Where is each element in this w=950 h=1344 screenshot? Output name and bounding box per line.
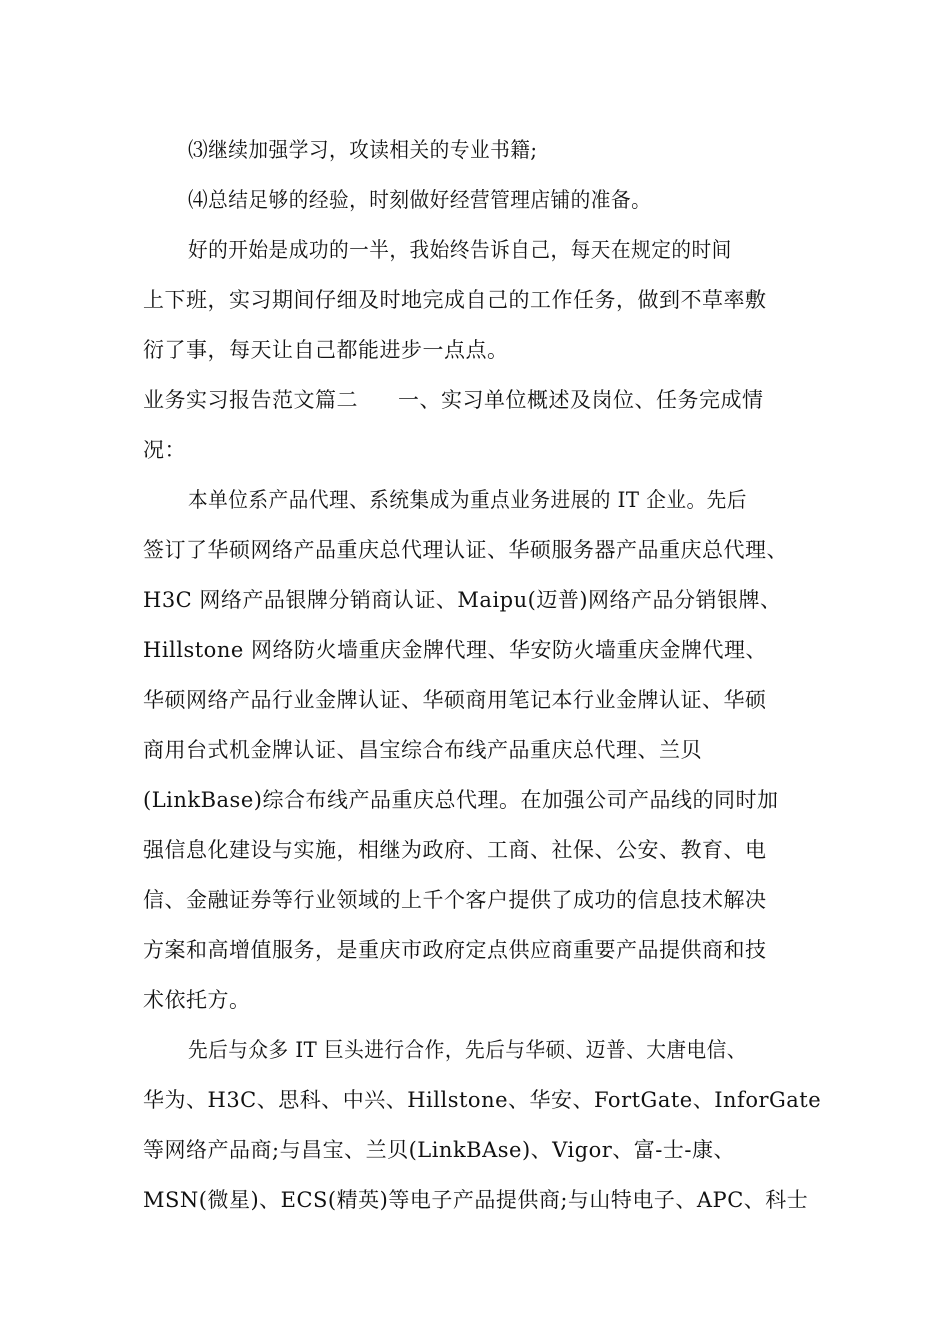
- section-heading-line: [143, 385, 823, 415]
- paragraph-line: H3C 网络产品银牌分销商认证、Maipu(迈普)网络产品分销银牌、: [143, 588, 782, 612]
- paragraph-line: 商用台式机金牌认证、昌宝综合布线产品重庆总代理、兰贝: [143, 738, 702, 762]
- paragraph-line: 华硕网络产品行业金牌认证、华硕商用笔记本行业金牌认证、华硕: [143, 688, 767, 712]
- paragraph-line: 上下班，实习期间仔细及时地完成自己的工作任务，做到不草率敷: [143, 288, 767, 312]
- paragraph-line: 等网络产品商;与昌宝、兰贝(LinkBAse)、Vigor、富-士-康、: [143, 1138, 736, 1162]
- paragraph-line: MSN(微星)、ECS(精英)等电子产品提供商;与山特电子、APC、科士: [143, 1188, 809, 1212]
- paragraph-line: 衍了事，每天让自己都能进步一点点。: [143, 338, 509, 362]
- paragraph-line: 术依托方。: [143, 988, 251, 1012]
- section-title: 业务实习报告范文篇二: [143, 388, 358, 412]
- paragraph-line: 强信息化建设与实施，相继为政府、工商、社保、公安、教育、电: [143, 838, 767, 862]
- paragraph-line: Hillstone 网络防火墙重庆金牌代理、华安防火墙重庆金牌代理、: [143, 638, 767, 662]
- paragraph-line: 方案和高增值服务，是重庆市政府定点供应商重要产品提供商和技: [143, 938, 767, 962]
- paragraph-line: (LinkBase)综合布线产品重庆总代理。在加强公司产品线的同时加: [143, 788, 779, 812]
- paragraph-line: 好的开始是成功的一半，我始终告诉自己，每天在规定的时间: [188, 238, 732, 262]
- section-subtitle: 一、实习单位概述及岗位、任务完成情: [398, 388, 764, 412]
- paragraph-line: 先后与众多 IT 巨头进行合作，先后与华硕、迈普、大唐电信、: [188, 1038, 747, 1062]
- paragraph-line: 信、金融证券等行业领域的上千个客户提供了成功的信息技术解决: [143, 888, 767, 912]
- paragraph-line: 本单位系产品代理、系统集成为重点业务进展的 IT 企业。先后: [188, 488, 747, 512]
- paragraph-line: 签订了华硕网络产品重庆总代理认证、华硕服务器产品重庆总代理、: [143, 538, 788, 562]
- paragraph-line: ⑶继续加强学习，攻读相关的专业书籍;: [188, 138, 538, 162]
- paragraph-line: 况：: [143, 438, 186, 462]
- paragraph-line: ⑷总结足够的经验，时刻做好经营管理店铺的准备。: [188, 188, 652, 212]
- paragraph-line: 华为、H3C、思科、中兴、Hillstone、华安、FortGate、InforGate: [143, 1088, 822, 1112]
